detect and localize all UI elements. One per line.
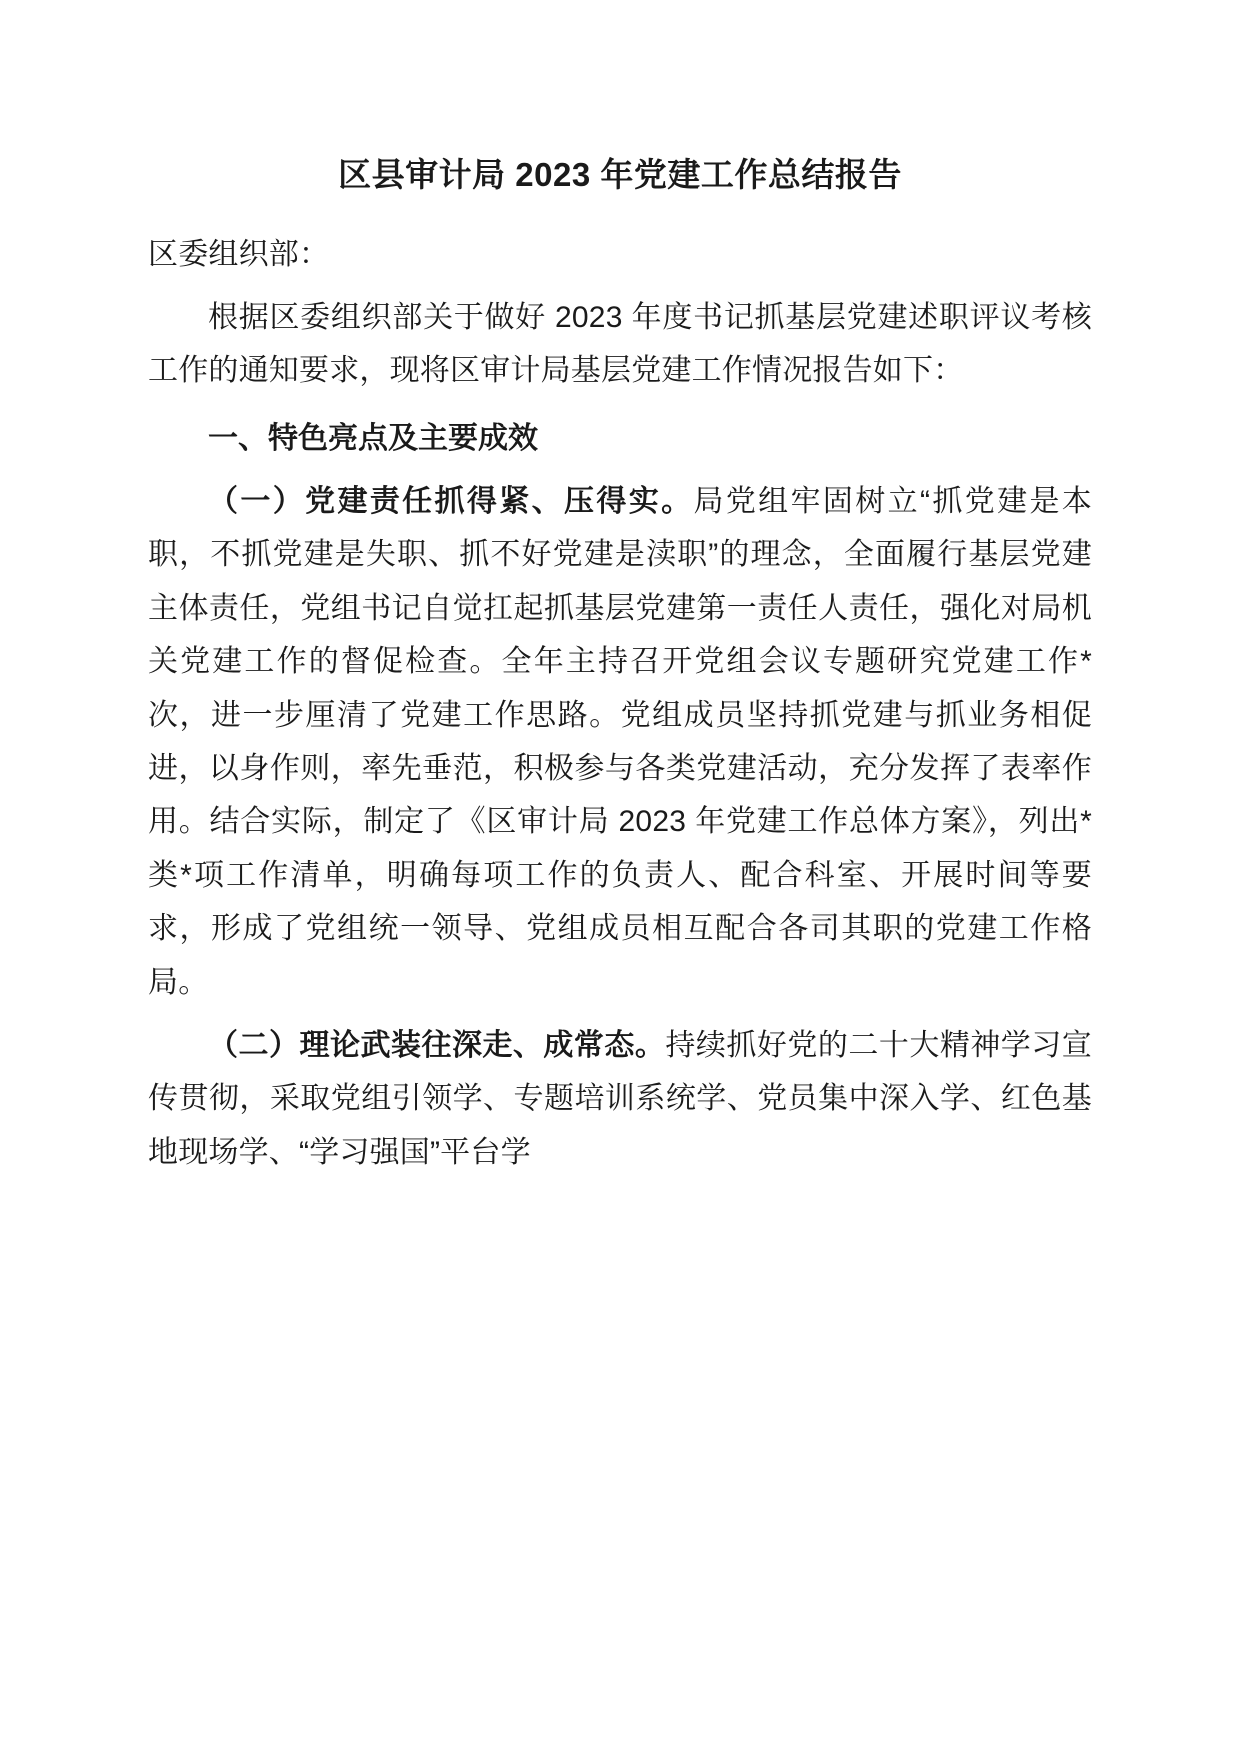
subsection-1-text: 局党组牢固树立“抓党建是本职，不抓党建是失职、抓不好党建是渎职”的理念，全面履行基层党建主体责任，党组书记自觉扛起抓基层党建第一责任人责任，强化对局机关党建工作的督促检查。全年主持召开党组会议专题研究党建工作*次，进一步厘清了党建工作思路。党组成员坚持抓党建与抓业务相促进，以身作则，率先垂范，积极参与各类党建活动，充分发挥了表率作用。结合实际，制定了《区审计局 2023 年党建工作总体方案》，列出*类*项工作清单，明确每项工作的负责人、配合科室、开展时间等要求，形成了党组统一领导、党组成员相互配合各司其职的党建工作格局。 [148,485,1093,999]
page-title: 区县审计局 2023 年党建工作总结报告 [338,156,902,193]
addressee-line: 区委组织部： [148,237,330,271]
section-heading-1: 一、特色亮点及主要成效 [208,421,538,455]
subsection-1 [148,475,1092,1009]
intro-paragraph: 根据区委组织部关于做好 2023 年度书记抓基层党建述职评议考核工作的通知要求，现将区审计局基层党建工作情况报告如下： [148,300,1092,388]
subsection-2-lead: （二）理论武装往深走、成常态。 [208,1028,666,1062]
subsection-2 [148,1019,1092,1179]
subsection-1-lead: （一）党建责任抓得紧、压得实。 [208,485,694,519]
subsection-2-text: 持续抓好党的二十大精神学习宣传贯彻，采取党组引领学、专题培训系统学、党员集中深入学、红色基地现场学、“学习强国”平台学 [148,1028,1092,1169]
